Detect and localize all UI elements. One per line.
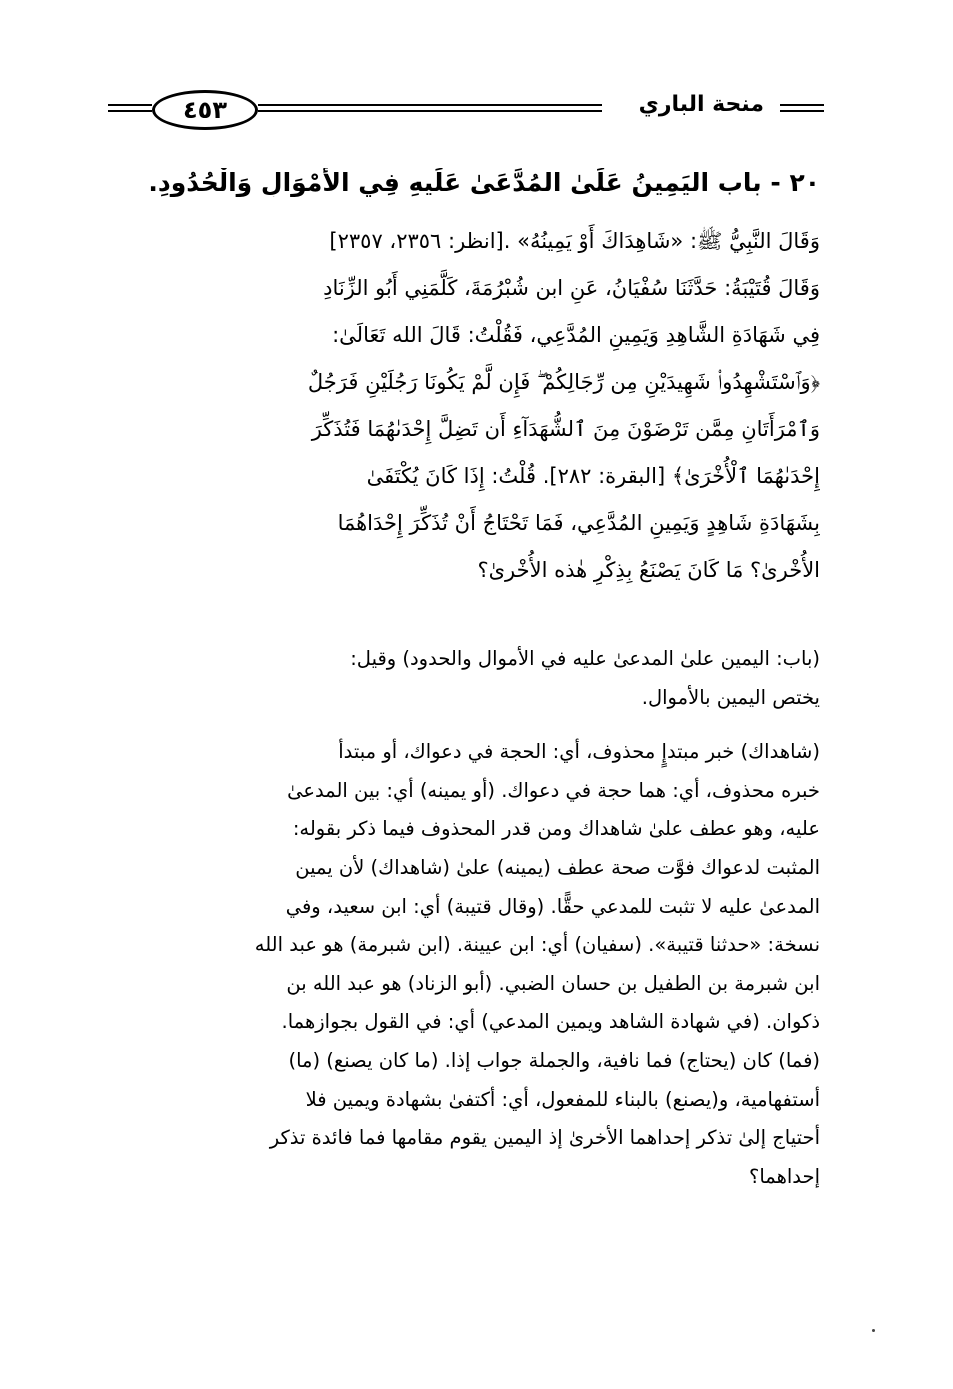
paragraph-gap xyxy=(100,717,820,733)
hadith-line: الأُخْرىٰ؟ مَا كَانَ يَصْنَعُ بِذِكْرِ هٰذه الأُخْرىٰ؟ xyxy=(477,558,820,582)
chapter-heading-text: ٢٠ - باب اليَمِينُ عَلَىٰ المُدَّعَىٰ عَلَيهِ فِي الأَمْوَالِ وَالْحُدُودِ. xyxy=(148,168,820,197)
header-rule-right-top xyxy=(780,104,824,106)
quran-line: ﴿وَٱسْتَشْهِدُوا۟ شَهِيدَيْنِ مِن رِّجَالِكُمْ ۖ فَإِن لَّمْ يَكُونَا رَجُلَيْنِ فَرَجُلٌ xyxy=(307,370,820,394)
commentary-text xyxy=(100,640,820,1196)
commentary-line: المدعىٰ عليه لا تثبت للمدعي حقًّا. (وقال قتيبة) أي: ابن سعيد، وفي xyxy=(285,894,820,918)
header-rule-left-bottom xyxy=(108,110,152,112)
commentary-line: أستفهامية، و(يصنع) بالبناء للمفعول، أي: أكتفىٰ بشهادة ويمين فلا xyxy=(305,1087,820,1111)
commentary-line: إحداهما؟ xyxy=(749,1164,820,1188)
commentary-line: المثبت لدعواك فوَّت صحة عطف (يمينه) علىٰ (شاهداك) لأن يمين xyxy=(295,855,820,879)
quran-line: إِحْدَىٰهُمَا ٱلْأُخْرَىٰ﴾ [البقرة: ٢٨٢]. قُلْتُ: إِذَا كَانَ يُكْتَفَىٰ xyxy=(366,464,820,488)
hadith-line: وَقَالَ قُتَيْبَةُ: حَدَّثَنَا سُفْيَانُ، عَنِ ابن شُبْرُمَةَ، كَلَّمَنِي أَبُو الزِّنَادِ xyxy=(323,276,820,300)
hadith-text xyxy=(100,218,820,594)
commentary-line: خبره محذوف، أي: هما حجة في دعواك. (أو يمينه) أي: بين المدعىٰ xyxy=(287,778,820,802)
commentary-line: عليه، وهو عطف علىٰ شاهداك ومن قدر المحذوف فيما ذكر بقوله: xyxy=(292,817,820,841)
header-rule-middle-top xyxy=(258,104,602,106)
hadith-line: بِشَهَادَةِ شَاهِدٍ وَيَمِينِ المُدَّعِي، فَمَا تَحْتَاجُ أَنْ تُذَكِّرَ إِحْدَاهُمَا xyxy=(337,511,820,535)
header-rule-left-top xyxy=(108,104,152,106)
commentary-line: ابن شبرمة بن الطفيل بن حسان الضبي. (أبو الزناد) هو عبد الله بن xyxy=(286,971,820,995)
commentary-line: يختص اليمين بالأموال. xyxy=(641,685,820,709)
header-rule-middle-bottom xyxy=(258,110,602,112)
commentary-line: (شاهداك) خبر مبتدإٍ محذوف، أي: الحجة في دعواك، أو مبتدأ xyxy=(338,740,820,764)
quran-line: وَٱمْرَأَتَانِ مِمَّن تَرْضَوْنَ مِنَ ٱلشُّهَدَآءِ أَن تَضِلَّ إِحْدَىٰهُمَا فَتُذَكِّرَ xyxy=(311,417,820,441)
chapter-heading xyxy=(100,168,820,197)
page-number: ٤٥٣ xyxy=(152,90,258,130)
commentary-line: أحتياج إلىٰ تذكر إحداهما الأخرىٰ إذ اليمين يقوم مقامها فما فائدة تذكر xyxy=(269,1126,820,1150)
running-title: منحة الباري xyxy=(638,92,764,117)
scan-speck xyxy=(872,1329,875,1332)
commentary-line: (فما) كان (يحتاج) فما نافية، والجملة جواب إذا. (ما كان يصنع) (ما) xyxy=(288,1048,820,1072)
page-header xyxy=(108,82,824,134)
commentary-line: (باب: اليمين علىٰ المدعىٰ عليه في الأموال والحدود) وقيل: xyxy=(350,647,820,670)
hadith-line: وَقَالَ النَّبِيُّ ﷺ: «شَاهِدَاكَ أَوْ يَمِينُهُ» .[انظر: ٢٣٥٦، ٢٣٥٧] xyxy=(329,229,820,253)
hadith-line: فِي شَهَادَةِ الشَّاهِدِ وَيَمِينِ المُدَّعِي، فَقُلْتُ: قَالَ الله تَعَالَىٰ: xyxy=(332,323,820,347)
commentary-line: نسخة: «حدثنا قتيبة». (سفيان) أي: ابن عيينة. (ابن شبرمة) هو عبد الله xyxy=(254,933,820,957)
commentary-line: ذكوان. (في شهادة الشاهد ويمين المدعي) أي: في القول بجوازهما. xyxy=(281,1010,820,1034)
header-rule-right-bottom xyxy=(780,110,824,112)
